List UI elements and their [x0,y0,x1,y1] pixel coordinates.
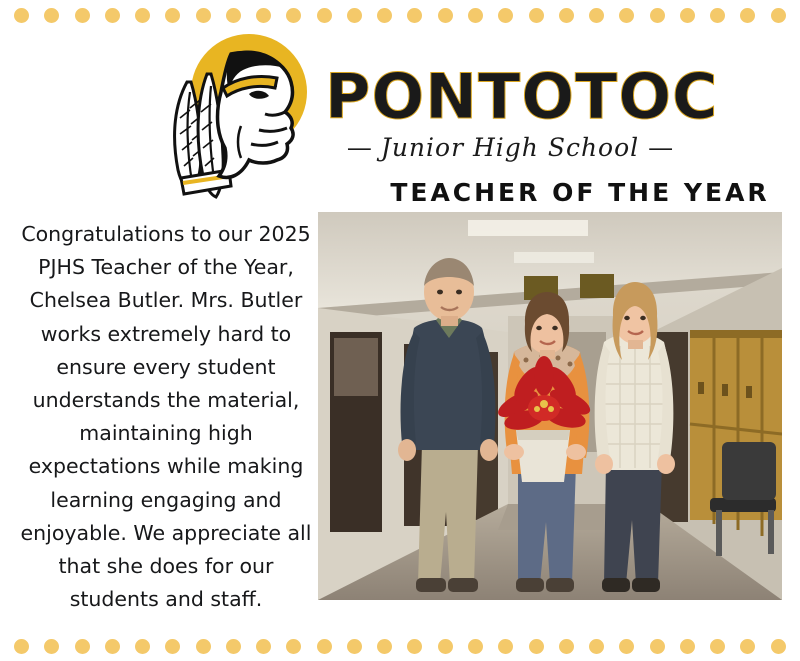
headline-teacher-of-the-year: TEACHER OF THE YEAR [390,178,770,207]
border-dot [438,8,453,23]
border-dot [710,639,725,654]
border-dot [468,8,483,23]
border-dot [75,8,90,23]
border-dot [771,8,786,23]
border-dot [196,8,211,23]
border-dot [407,639,422,654]
border-dot [771,639,786,654]
school-name-main: PONTOTOC [325,60,719,133]
border-dot [165,639,180,654]
sub-dash-left: — [346,132,372,162]
border-dot [529,639,544,654]
bottom-dot-border [0,631,800,661]
border-dot [438,639,453,654]
border-dot [407,8,422,23]
border-dot [347,639,362,654]
border-dot [286,639,301,654]
border-dot [559,8,574,23]
school-name-sub-text: Junior High School [380,132,640,162]
border-dot [75,639,90,654]
border-dot [589,639,604,654]
border-dot [105,8,120,23]
border-dot [256,639,271,654]
border-dot [317,8,332,23]
border-dot [105,639,120,654]
border-dot [14,639,29,654]
border-dot [680,639,695,654]
border-dot [196,639,211,654]
border-dot [135,639,150,654]
photo-teacher-of-the-year [318,212,782,600]
border-dot [377,639,392,654]
border-dot [347,8,362,23]
border-dot [165,8,180,23]
border-dot [317,639,332,654]
border-dot [650,639,665,654]
border-dot [44,8,59,23]
border-dot [256,8,271,23]
border-dot [498,639,513,654]
border-dot [44,639,59,654]
body-paragraph: Congratulations to our 2025 PJHS Teacher of the Year, Chelsea Butler. Mrs. Butler works extremely hard to ensure every student understands the material, maintaining high expectations while making learning engaging and enjoyable. We appreciate all that she does for our students and staff. [20,222,312,612]
border-dot [377,8,392,23]
border-dot [14,8,29,23]
border-dot [135,8,150,23]
border-dot [589,8,604,23]
border-dot [740,639,755,654]
border-dot [529,8,544,23]
border-dot [619,8,634,23]
border-dot [740,8,755,23]
border-dot [619,639,634,654]
poster-header [0,26,800,186]
border-dot [680,8,695,23]
border-dot [710,8,725,23]
border-dot [226,8,241,23]
border-dot [468,639,483,654]
border-dot [226,639,241,654]
border-dot [559,639,574,654]
warrior-head-logo-icon [145,30,325,205]
border-dot [286,8,301,23]
school-name-sub [325,133,695,162]
school-wordmark [325,60,719,162]
sub-dash-right: — [648,132,674,162]
border-dot [498,8,513,23]
border-dot [650,8,665,23]
